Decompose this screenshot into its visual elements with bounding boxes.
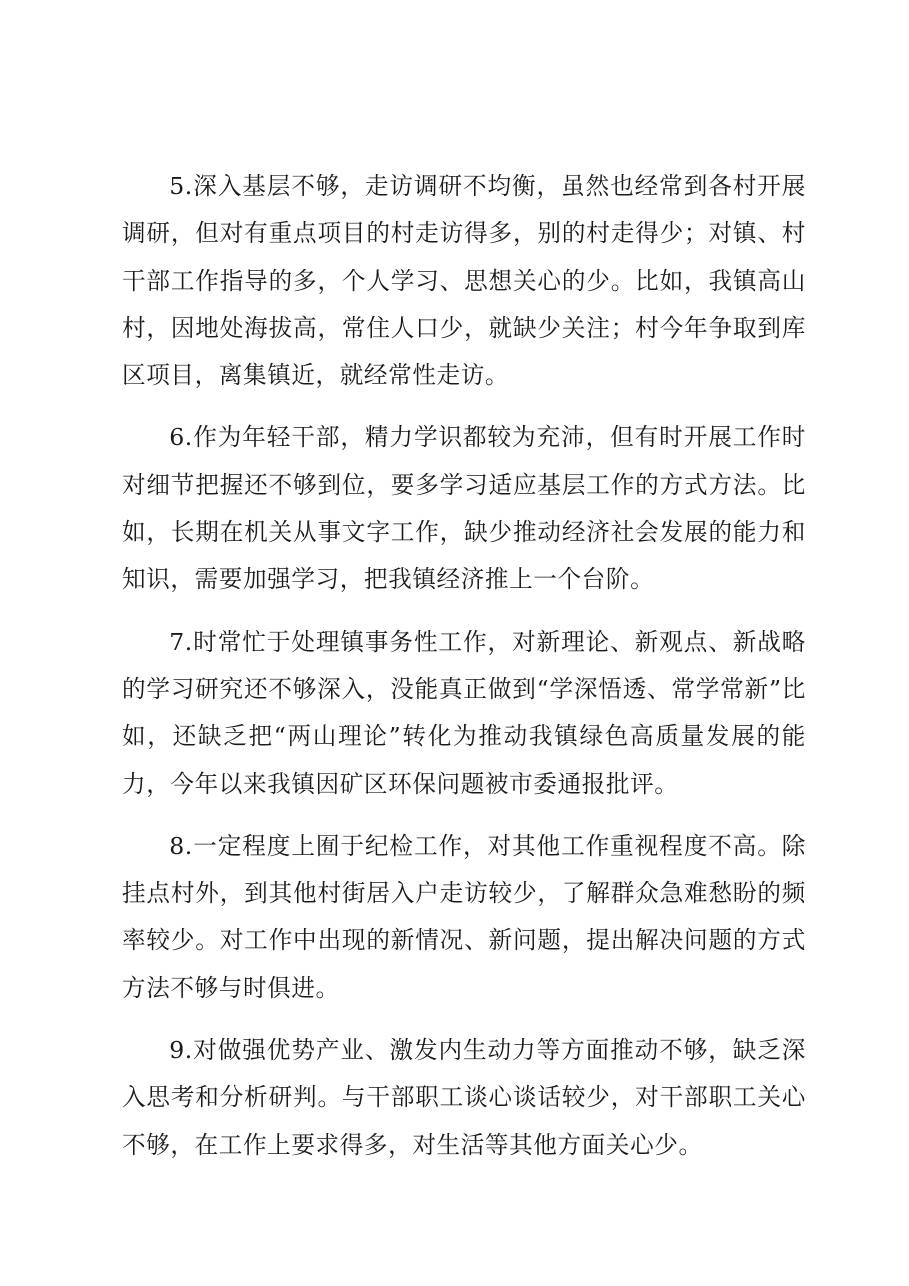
paragraph-8: 8.一定程度上囿于纪检工作，对其他工作重视程度不高。除挂点村外，到其他村街居入户走访较少，了解群众急难愁盼的频率较少。对工作中出现的新情况、新问题，提出解决问题的方式方法不够与时俱进。 [122,831,806,1002]
paragraph-6: 6.作为年轻干部，精力学识都较为充沛，但有时开展工作时对细节把握还不够到位，要多学习适应基层工作的方式方法。比如，长期在机关从事文字工作，缺少推动经济社会发展的能力和知识，需要加强学习，把我镇经济推上一个台阶。 [122,423,806,594]
paragraph-9: 9.对做强优势产业、激发内生动力等方面推动不够，缺乏深入思考和分析研判。与干部职工谈心谈话较少，对干部职工关心不够，在工作上要求得多，对生活等其他方面关心少。 [122,1036,806,1159]
document-body [122,163,806,1184]
paragraph-5: 5.深入基层不够，走访调研不均衡，虽然也经常到各村开展调研，但对有重点项目的村走访得多，别的村走得少；对镇、村干部工作指导的多，个人学习、思想关心的少。比如，我镇高山村，因地处海拔高，常住人口少，就缺少关注；村今年争取到库区项目，离集镇近，就经常性走访。 [122,172,806,390]
paragraph-7: 7.时常忙于处理镇事务性工作，对新理论、新观点、新战略的学习研究还不够深入，没能真正做到“学深悟透、常学常新”比如，还缺乏把“两山理论”转化为推动我镇绿色高质量发展的能力，今年以来我镇因矿区环保问题被市委通报批评。 [122,627,806,798]
